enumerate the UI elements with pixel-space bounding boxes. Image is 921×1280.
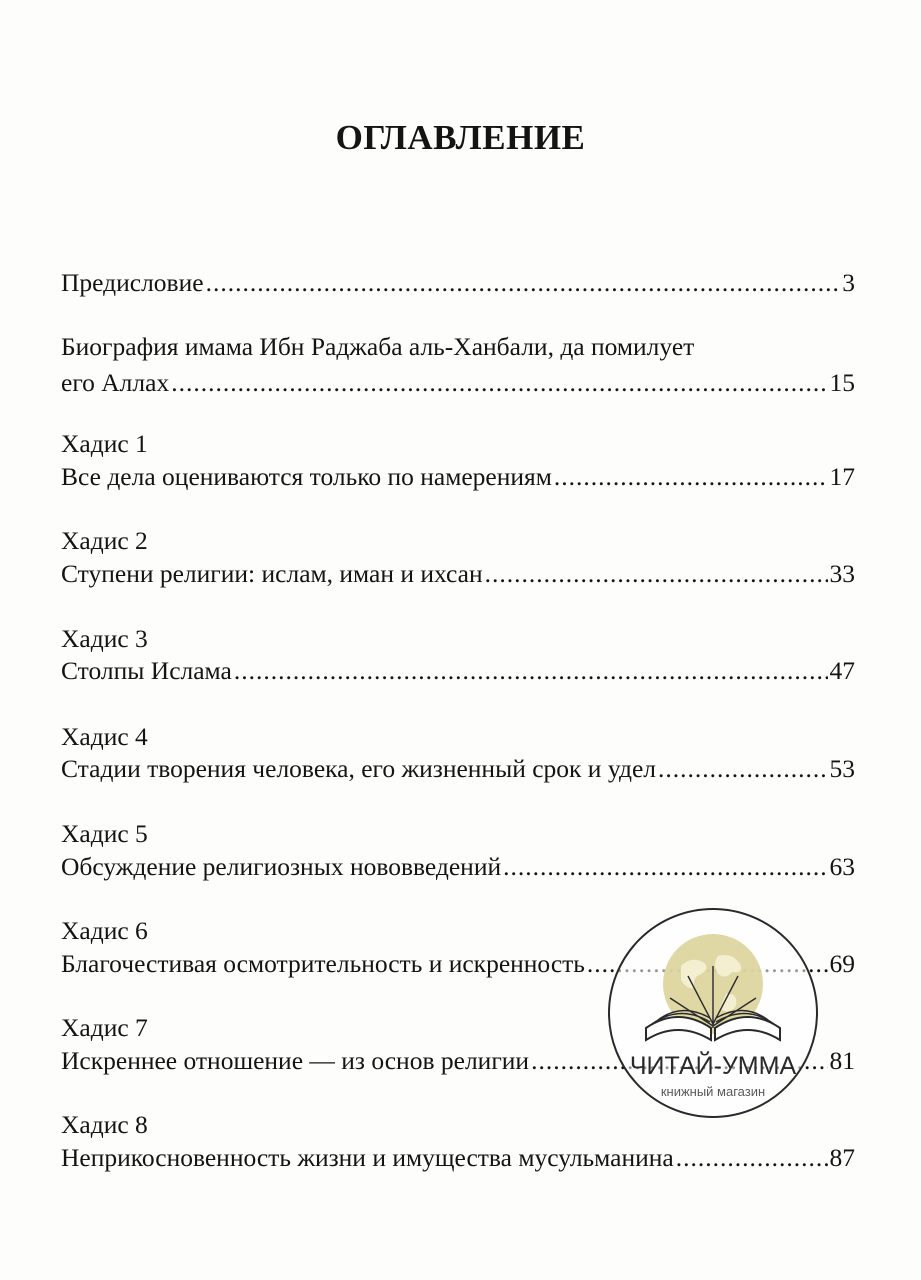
stamp-subtitle: книжный магазин bbox=[660, 1084, 766, 1099]
toc-entry-text: Искреннее отношение — из основ религии bbox=[61, 1046, 530, 1075]
dot-leader bbox=[503, 850, 827, 884]
toc-page-number: 3 bbox=[842, 268, 855, 297]
dot-leader bbox=[676, 1141, 828, 1175]
stamp-name: ЧИТАЙ-УММА bbox=[629, 1052, 797, 1080]
toc-heading-hadis-1: Хадис 1 bbox=[61, 429, 148, 458]
toc-entry-text: Столпы Ислама bbox=[61, 656, 232, 685]
page-title: ОГЛАВЛЕНИЕ bbox=[335, 118, 586, 157]
toc-entry-text: Предисловие bbox=[61, 268, 204, 297]
toc-entry-text: его Аллах bbox=[61, 368, 170, 397]
toc-entry-biography-line1: Биография имама Ибн Раджаба аль-Ханбали, да помилует bbox=[61, 332, 695, 361]
toc-entry-text: Ступени религии: ислам, иман и ихсан bbox=[61, 559, 483, 588]
toc-entry-foreword bbox=[61, 266, 855, 300]
toc-entry-text: Стадии творения человека, его жизненный срок и удел bbox=[61, 754, 656, 783]
toc-page-number: 53 bbox=[829, 754, 855, 783]
toc-entry-text: Благочестивая осмотрительность и искренность bbox=[61, 949, 585, 978]
toc-entry-hadis-1 bbox=[61, 460, 855, 494]
toc-page-number: 33 bbox=[829, 559, 855, 588]
toc-entry-text: Все дела оцениваются только по намерениям bbox=[61, 462, 552, 491]
toc-entry-text: Неприкосновенность жизни и имущества мусульманина bbox=[61, 1143, 674, 1172]
globe-book-icon bbox=[606, 906, 820, 1120]
toc-page-number: 87 bbox=[829, 1143, 855, 1172]
dot-leader bbox=[485, 557, 828, 591]
dot-leader bbox=[206, 266, 841, 300]
toc-heading-hadis-2: Хадис 2 bbox=[61, 526, 148, 555]
toc-heading-hadis-3: Хадис 3 bbox=[61, 624, 148, 653]
dot-leader bbox=[554, 460, 828, 494]
toc-heading-hadis-8: Хадис 8 bbox=[61, 1110, 148, 1139]
toc-page-number: 81 bbox=[829, 1046, 855, 1075]
toc-entry-hadis-4 bbox=[61, 752, 855, 786]
toc-page-number: 17 bbox=[829, 462, 855, 491]
dot-leader bbox=[658, 752, 828, 786]
toc-heading-hadis-4: Хадис 4 bbox=[61, 722, 148, 751]
toc-page-number: 69 bbox=[829, 949, 855, 978]
dot-leader bbox=[234, 654, 828, 688]
toc-entry-biography bbox=[61, 366, 855, 400]
toc-entry-hadis-5 bbox=[61, 850, 855, 884]
toc-entry-hadis-3 bbox=[61, 654, 855, 688]
shop-stamp bbox=[606, 906, 820, 1120]
toc-heading-hadis-6: Хадис 6 bbox=[61, 916, 148, 945]
toc-heading-hadis-7: Хадис 7 bbox=[61, 1013, 148, 1042]
toc-entry-hadis-2 bbox=[61, 557, 855, 591]
toc-page-number: 63 bbox=[829, 852, 855, 881]
toc-page-number: 47 bbox=[829, 656, 855, 685]
toc-entry-text: Обсуждение религиозных нововведений bbox=[61, 852, 502, 881]
toc-heading-hadis-5: Хадис 5 bbox=[61, 819, 148, 848]
dot-leader bbox=[171, 366, 827, 400]
toc-entry-hadis-8 bbox=[61, 1141, 855, 1175]
toc-page-number: 15 bbox=[829, 368, 855, 397]
